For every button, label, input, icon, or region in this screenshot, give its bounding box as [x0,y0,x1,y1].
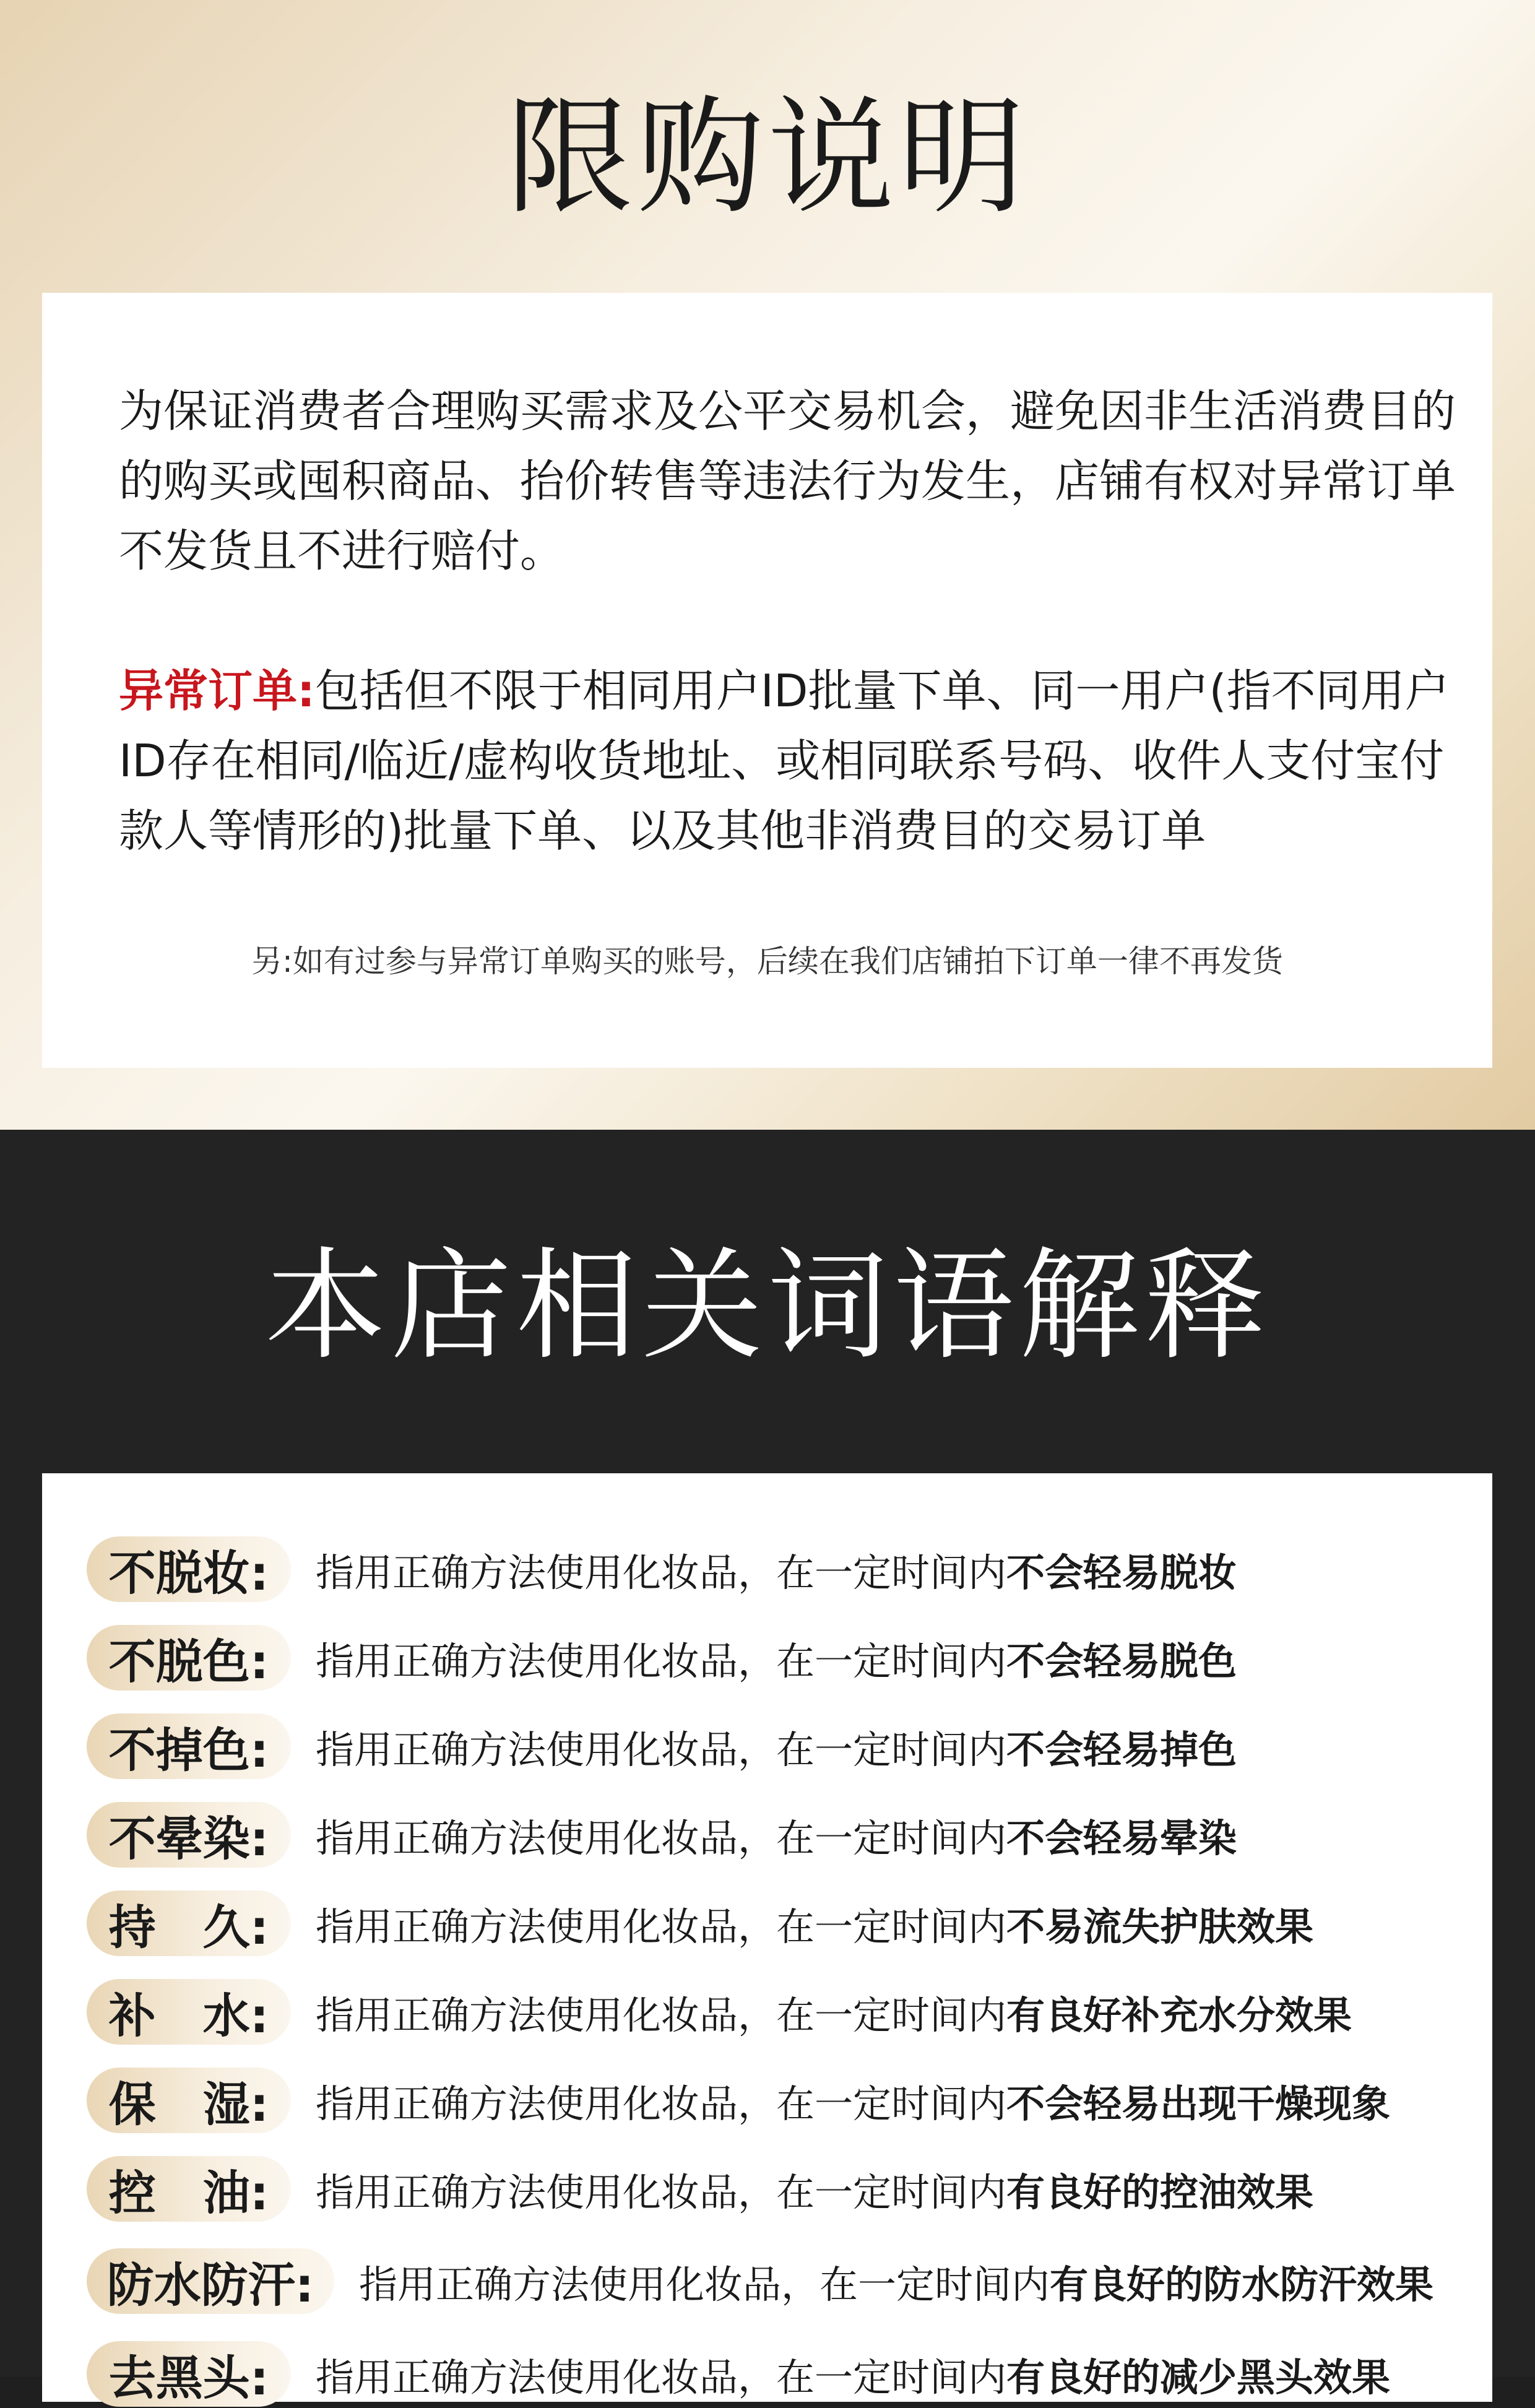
glossary-title: 本店相关词语解释 [265,1236,1270,1376]
term-badge: 不脱色: [87,1625,291,1691]
abnormal-order-paragraph [119,656,1468,866]
term-badge: 不晕染: [87,1802,291,1868]
term-description: 指用正确方法使用化妆品，在一定时间内不易流失护肤效果 [316,1903,1314,1949]
glossary-item [42,2066,1390,2134]
term-description: 指用正确方法使用化妆品，在一定时间内有良好补充水分效果 [316,1992,1352,2038]
term-description: 指用正确方法使用化妆品，在一定时间内有良好的控油效果 [316,2169,1314,2215]
glossary-item [42,2340,1390,2408]
term-badge: 补 水: [87,1979,291,2045]
glossary-item [42,1624,1237,1692]
term-badge: 控 油: [87,2156,291,2222]
limit-notice-card [42,293,1492,1068]
glossary-item [42,1712,1237,1780]
term-description: 指用正确方法使用化妆品，在一定时间内有良好的减少黑头效果 [316,2354,1391,2400]
limit-title: 限购说明 [506,84,1029,232]
glossary-item [42,1978,1352,2046]
glossary-item [42,1889,1313,1957]
term-badge: 保 湿: [87,2068,291,2133]
term-badge: 防水防汗: [87,2248,334,2314]
term-description: 指用正确方法使用化妆品，在一定时间内不会轻易掉色 [316,1726,1237,1772]
term-badge: 不脱妆: [87,1536,291,1602]
term-description: 指用正确方法使用化妆品，在一定时间内不会轻易脱妆 [316,1549,1237,1595]
term-badge: 去黑头: [87,2341,291,2407]
limit-footnote: 另:如有过参与异常订单购买的账号，后续在我们店铺拍下订单一律不再发货 [251,943,1283,979]
glossary-item [42,1535,1237,1603]
term-description: 指用正确方法使用化妆品，在一定时间内不会轻易出现干燥现象 [316,2081,1391,2126]
glossary-item [42,2247,1433,2315]
abnormal-order-text: 包括但不限于相同用户ID批量下单、同一用户(指不同用户ID存在相同/临近/虚构收货地址、或相同联系号码、收件人支付宝付款人等情形的)批量下单、以及其他非消费目的交易订单 [119,665,1450,857]
glossary-item [42,2155,1313,2223]
term-description: 指用正确方法使用化妆品，在一定时间内不会轻易脱色 [316,1638,1237,1684]
glossary-item [42,1801,1237,1869]
limit-paragraph: 为保证消费者合理购买需求及公平交易机会，避免因非生活消费目的的购买或囤积商品、抬价转售等违法行为发生，店铺有权对异常订单不发货且不进行赔付。 [119,385,1456,577]
abnormal-order-label: 异常订单: [119,665,315,717]
term-description: 指用正确方法使用化妆品，在一定时间内不会轻易晕染 [316,1815,1237,1861]
limit-section [0,0,1535,1130]
term-badge: 不掉色: [87,1713,291,1779]
term-description: 指用正确方法使用化妆品，在一定时间内有良好的防水防汗效果 [359,2261,1434,2307]
term-badge: 持 久: [87,1890,291,1956]
